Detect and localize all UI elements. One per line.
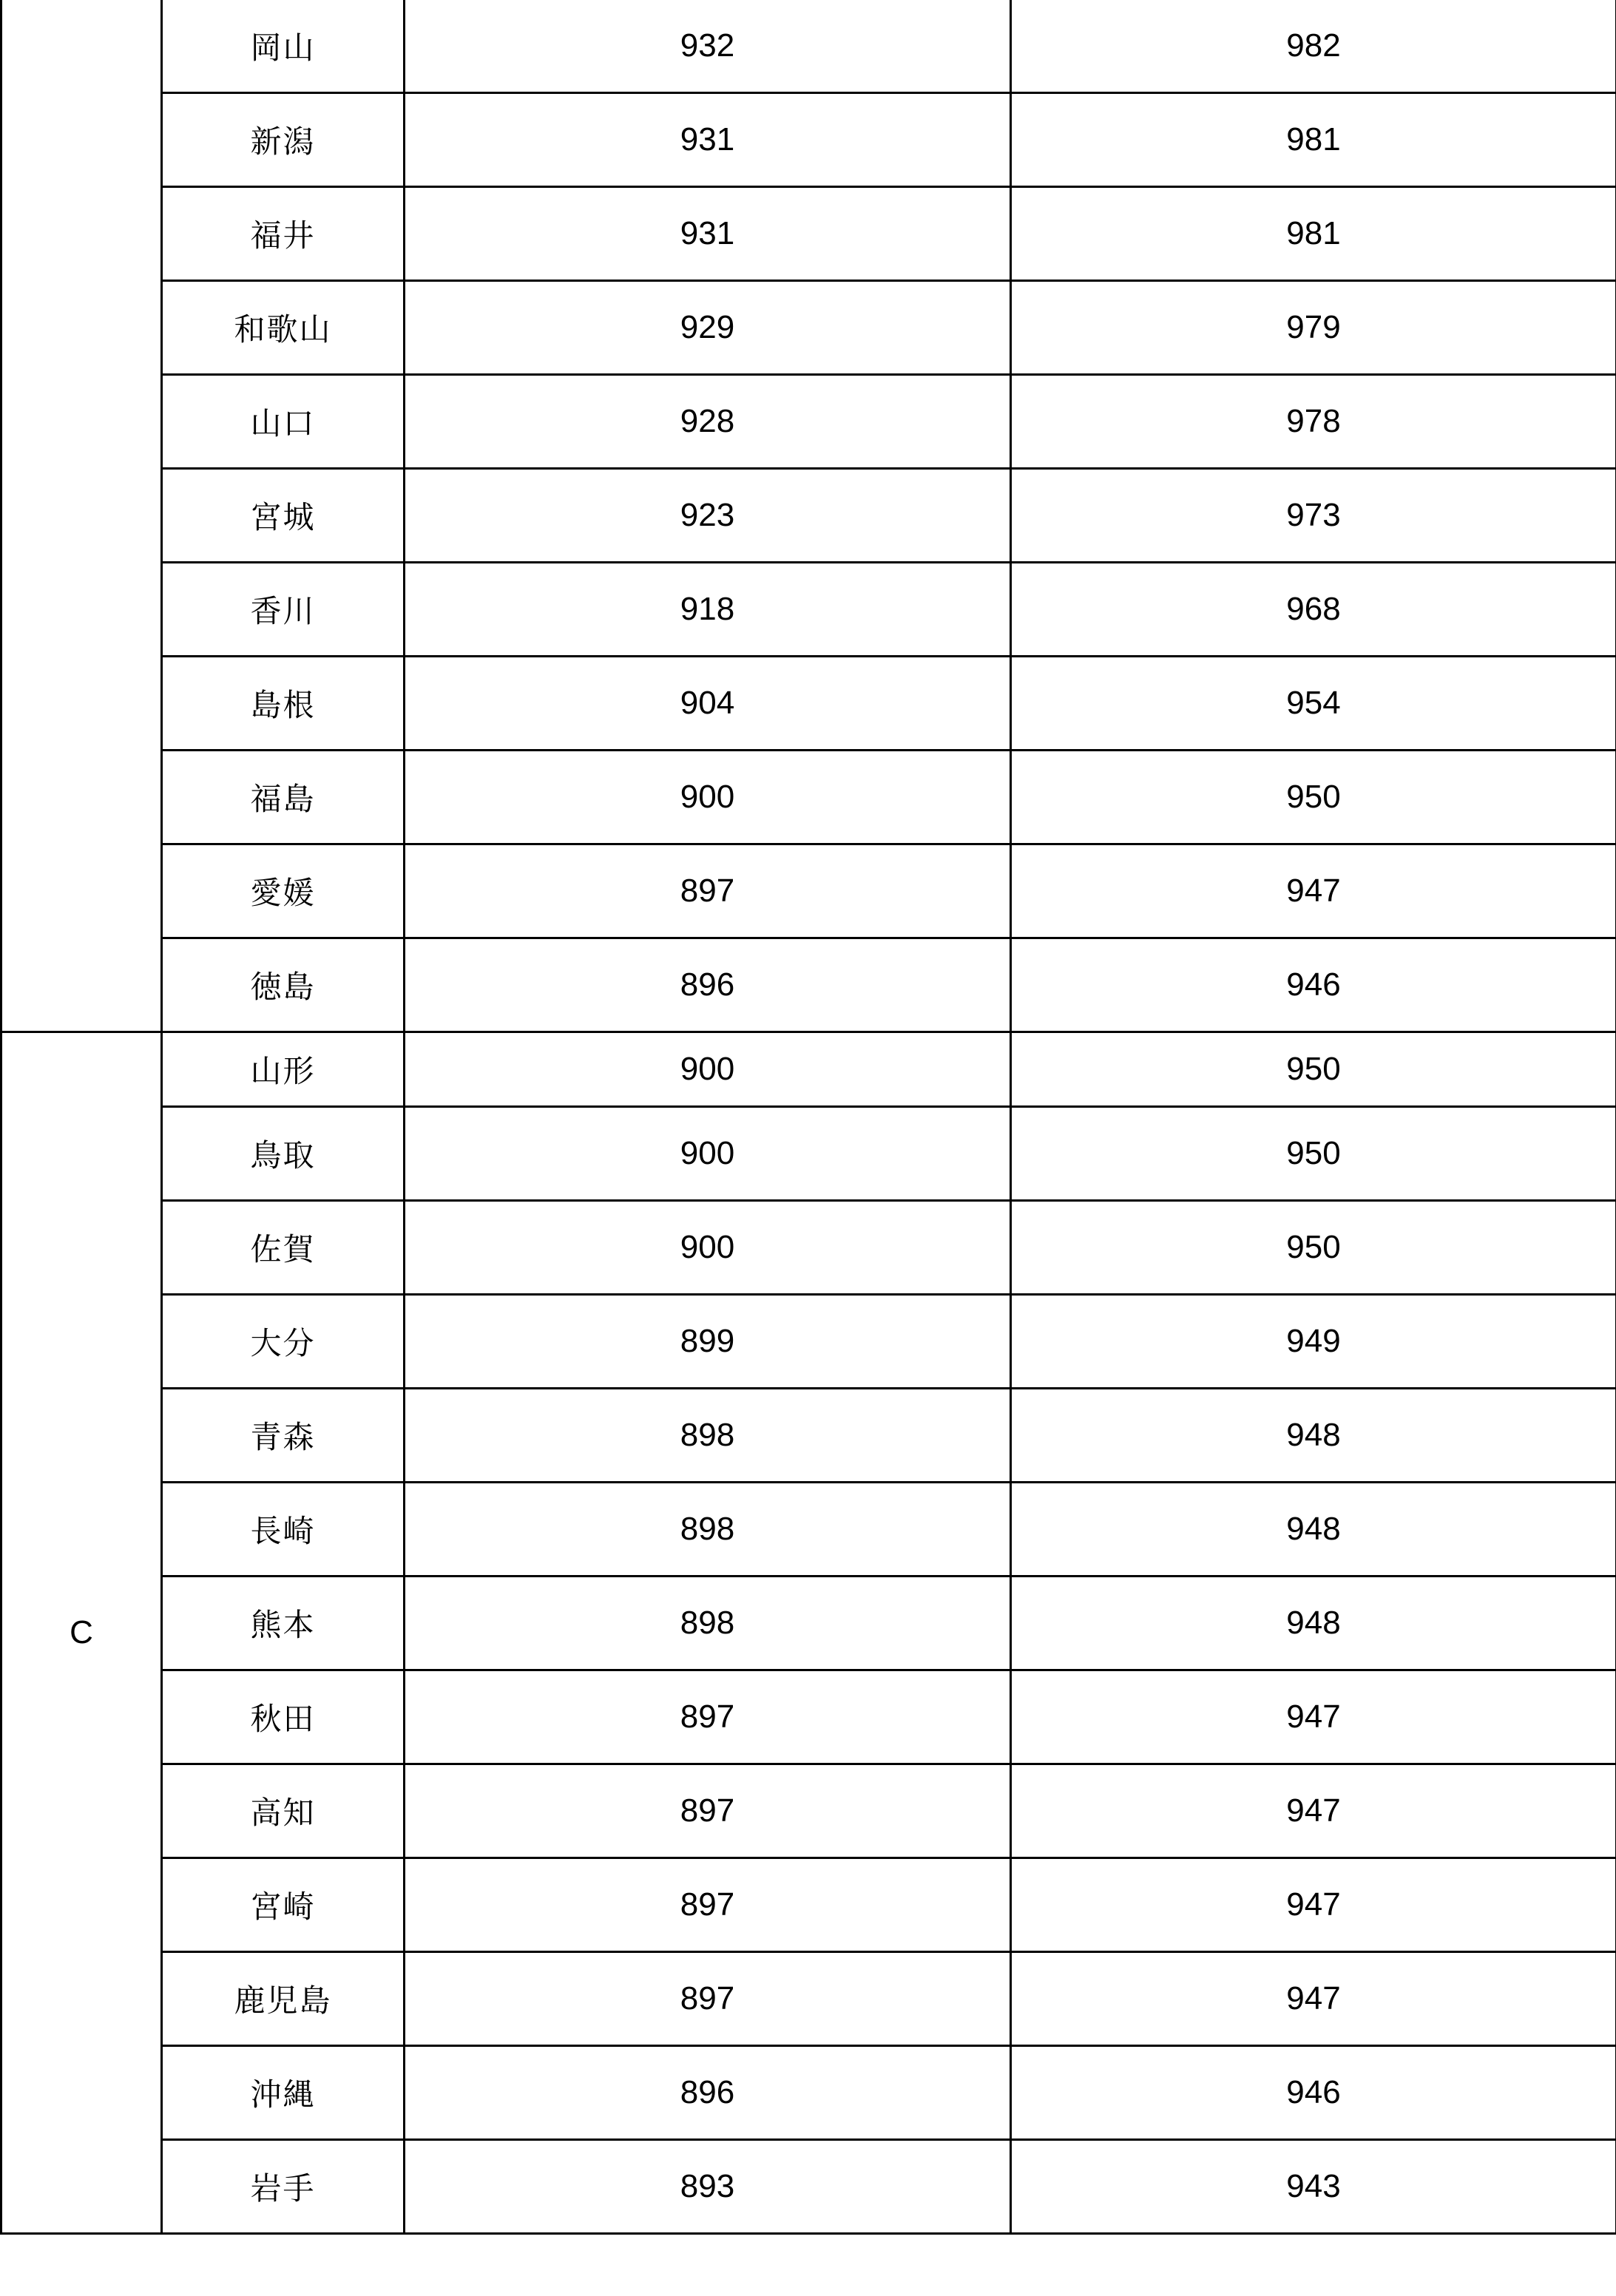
value-2-cell: 981 [1011,187,1616,281]
value-1-cell: 931 [405,187,1011,281]
value-1-cell: 929 [405,281,1011,375]
prefecture-cell: 熊本 [162,1577,405,1670]
value-1-cell: 904 [405,657,1011,751]
table-row [1,1107,1616,1201]
prefecture-cell: 佐賀 [162,1201,405,1295]
prefecture-cell: 徳島 [162,938,405,1032]
prefecture-cell: 新潟 [162,93,405,187]
prefecture-cell: 福島 [162,751,405,844]
table-row [1,281,1616,375]
group-cell: C [1,1032,162,2234]
value-2-cell: 968 [1011,563,1616,657]
value-2-cell: 949 [1011,1295,1616,1389]
prefecture-cell: 山形 [162,1032,405,1107]
value-2-cell: 946 [1011,2046,1616,2140]
value-2-cell: 947 [1011,844,1616,938]
table-row [1,1483,1616,1577]
value-2-cell: 950 [1011,751,1616,844]
prefecture-cell: 宮城 [162,469,405,563]
value-2-cell: 973 [1011,469,1616,563]
prefecture-cell: 長崎 [162,1483,405,1577]
table-row [1,938,1616,1032]
table-row [1,657,1616,751]
value-1-cell: 900 [405,1201,1011,1295]
value-1-cell: 897 [405,1670,1011,1764]
table-row [1,1858,1616,1952]
table-row [1,1032,1616,1107]
table-row [1,751,1616,844]
prefecture-cell: 宮崎 [162,1858,405,1952]
prefecture-cell: 和歌山 [162,281,405,375]
value-1-cell: 900 [405,1032,1011,1107]
table-row [1,844,1616,938]
value-2-cell: 979 [1011,281,1616,375]
value-2-cell: 946 [1011,938,1616,1032]
table-row [1,375,1616,469]
value-1-cell: 893 [405,2140,1011,2234]
value-2-cell: 981 [1011,93,1616,187]
table-row [1,563,1616,657]
prefecture-cell: 山口 [162,375,405,469]
table-row [1,0,1616,93]
prefecture-cell: 鹿児島 [162,1952,405,2046]
prefecture-cell: 岡山 [162,0,405,93]
value-1-cell: 931 [405,93,1011,187]
table-row [1,1295,1616,1389]
table-row [1,1670,1616,1764]
prefecture-cell: 福井 [162,187,405,281]
value-1-cell: 900 [405,751,1011,844]
value-1-cell: 928 [405,375,1011,469]
prefecture-cell: 岩手 [162,2140,405,2234]
value-2-cell: 947 [1011,1858,1616,1952]
value-1-cell: 932 [405,0,1011,93]
prefecture-cell: 島根 [162,657,405,751]
value-2-cell: 950 [1011,1032,1616,1107]
table-row [1,1764,1616,1858]
value-1-cell: 899 [405,1295,1011,1389]
table-row [1,187,1616,281]
value-2-cell: 948 [1011,1577,1616,1670]
value-2-cell: 954 [1011,657,1616,751]
table-row [1,2046,1616,2140]
prefecture-cell: 大分 [162,1295,405,1389]
prefecture-cell: 秋田 [162,1670,405,1764]
value-1-cell: 898 [405,1577,1011,1670]
value-2-cell: 943 [1011,2140,1616,2234]
table-row [1,1389,1616,1483]
value-2-cell: 950 [1011,1107,1616,1201]
value-1-cell: 897 [405,1952,1011,2046]
value-1-cell: 900 [405,1107,1011,1201]
value-1-cell: 918 [405,563,1011,657]
value-2-cell: 947 [1011,1670,1616,1764]
prefecture-cell: 香川 [162,563,405,657]
prefecture-cell: 愛媛 [162,844,405,938]
value-2-cell: 982 [1011,0,1616,93]
value-1-cell: 896 [405,938,1011,1032]
value-2-cell: 947 [1011,1952,1616,2046]
table-body [1,0,1616,2234]
value-2-cell: 948 [1011,1389,1616,1483]
group-cell [1,0,162,1032]
prefecture-cell: 高知 [162,1764,405,1858]
value-1-cell: 897 [405,1858,1011,1952]
value-1-cell: 898 [405,1483,1011,1577]
prefecture-cell: 沖縄 [162,2046,405,2140]
value-1-cell: 896 [405,2046,1011,2140]
table-row [1,469,1616,563]
value-2-cell: 978 [1011,375,1616,469]
table-row [1,1952,1616,2046]
table-row [1,1201,1616,1295]
value-2-cell: 947 [1011,1764,1616,1858]
value-2-cell: 948 [1011,1483,1616,1577]
value-1-cell: 923 [405,469,1011,563]
value-2-cell: 950 [1011,1201,1616,1295]
table-row [1,1577,1616,1670]
prefecture-cell: 青森 [162,1389,405,1483]
value-1-cell: 897 [405,844,1011,938]
prefecture-cell: 鳥取 [162,1107,405,1201]
table-row [1,93,1616,187]
value-1-cell: 898 [405,1389,1011,1483]
value-1-cell: 897 [405,1764,1011,1858]
table-row [1,2140,1616,2234]
